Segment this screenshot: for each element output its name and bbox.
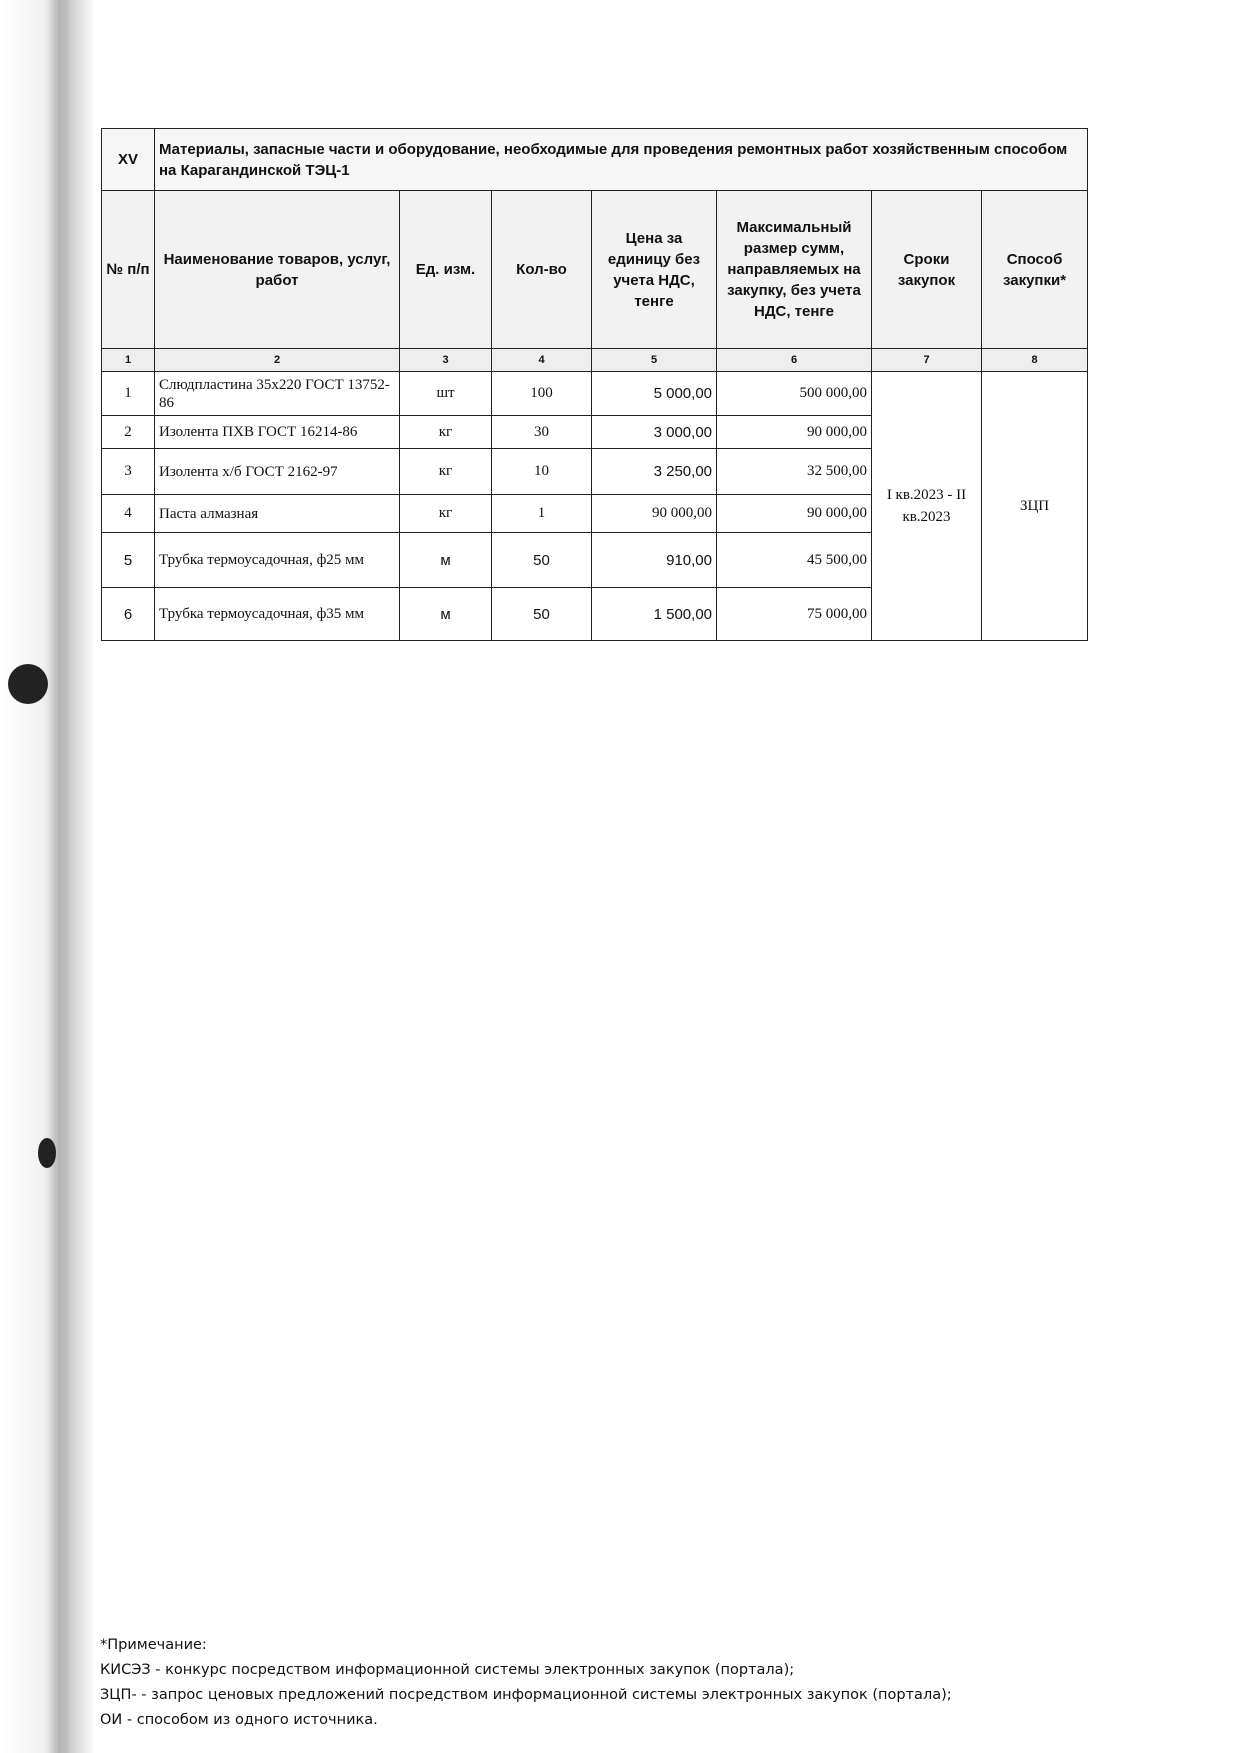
purchase-method: ЗЦП	[982, 372, 1088, 641]
row-price: 910,00	[592, 533, 717, 588]
header-price: Цена за единицу без учета НДС, тенге	[592, 191, 717, 349]
column-number: 4	[492, 349, 592, 372]
header-terms: Сроки закупок	[872, 191, 982, 349]
footnote-text: - запрос ценовых предложений посредством информационной системы электронных закупок (портала);	[136, 1687, 952, 1703]
section-title: Материалы, запасные части и оборудование, необходимые для проведения ремонтных работ хозяйственным способом на Карагандинской ТЭЦ-1	[155, 129, 1088, 191]
row-sum: 75 000,00	[717, 588, 872, 641]
column-number: 2	[155, 349, 400, 372]
row-sum: 90 000,00	[717, 416, 872, 449]
table-row	[102, 372, 1088, 416]
row-qty: 50	[492, 588, 592, 641]
footnote-title: *Примечание:	[100, 1637, 207, 1653]
row-num: 4	[102, 495, 155, 533]
column-number: 7	[872, 349, 982, 372]
row-sum: 500 000,00	[717, 372, 872, 416]
column-number: 6	[717, 349, 872, 372]
column-number-row	[102, 349, 1088, 372]
row-qty: 100	[492, 372, 592, 416]
row-qty: 30	[492, 416, 592, 449]
row-num: 1	[102, 372, 155, 416]
scan-fold-line	[48, 0, 70, 1753]
row-name: Изолента х/б ГОСТ 2162-97	[155, 449, 400, 495]
footnote-abbr: ОИ	[100, 1712, 123, 1728]
procurement-table	[101, 128, 1088, 641]
header-num: № п/п	[102, 191, 155, 349]
footnote-line	[100, 1658, 952, 1683]
column-number: 8	[982, 349, 1088, 372]
row-unit: м	[400, 533, 492, 588]
punch-hole-top	[8, 664, 48, 704]
footnote-line	[100, 1708, 952, 1733]
footnote	[100, 1633, 952, 1733]
row-num: 6	[102, 588, 155, 641]
row-qty: 10	[492, 449, 592, 495]
row-num: 5	[102, 533, 155, 588]
row-name: Изолента ПХВ ГОСТ 16214-86	[155, 416, 400, 449]
row-name: Трубка термоусадочная, ф35 мм	[155, 588, 400, 641]
row-price: 3 000,00	[592, 416, 717, 449]
row-num: 3	[102, 449, 155, 495]
row-num: 2	[102, 416, 155, 449]
punch-hole-bottom	[38, 1138, 56, 1168]
row-qty: 50	[492, 533, 592, 588]
row-name: Трубка термоусадочная, ф25 мм	[155, 533, 400, 588]
row-unit: м	[400, 588, 492, 641]
row-price: 5 000,00	[592, 372, 717, 416]
row-name: Паста алмазная	[155, 495, 400, 533]
row-unit: шт	[400, 372, 492, 416]
row-price: 1 500,00	[592, 588, 717, 641]
footnote-text: - способом из одного источника.	[122, 1712, 378, 1728]
row-unit: кг	[400, 416, 492, 449]
row-unit: кг	[400, 495, 492, 533]
footnote-abbr: КИСЭЗ	[100, 1662, 151, 1678]
section-number: XV	[102, 129, 155, 191]
row-unit: кг	[400, 449, 492, 495]
header-max-sum: Максимальный размер сумм, направляемых на закупку, без учета НДС, тенге	[717, 191, 872, 349]
footnote-abbr: ЗЦП-	[100, 1687, 137, 1703]
purchase-terms: I кв.2023 - II кв.2023	[872, 372, 982, 641]
footnote-text: - конкурс посредством информационной системы электронных закупок (портала);	[150, 1662, 795, 1678]
header-method: Способ закупки*	[982, 191, 1088, 349]
row-price: 90 000,00	[592, 495, 717, 533]
table-header-row	[102, 191, 1088, 349]
header-qty: Кол-во	[492, 191, 592, 349]
row-price: 3 250,00	[592, 449, 717, 495]
column-number: 5	[592, 349, 717, 372]
column-number: 1	[102, 349, 155, 372]
row-qty: 1	[492, 495, 592, 533]
row-sum: 45 500,00	[717, 533, 872, 588]
column-number: 3	[400, 349, 492, 372]
row-sum: 90 000,00	[717, 495, 872, 533]
row-sum: 32 500,00	[717, 449, 872, 495]
header-unit: Ед. изм.	[400, 191, 492, 349]
footnote-line	[100, 1683, 952, 1708]
header-name: Наименование товаров, услуг, работ	[155, 191, 400, 349]
row-name: Слюдпластина 35х220 ГОСТ 13752-86	[155, 372, 400, 416]
